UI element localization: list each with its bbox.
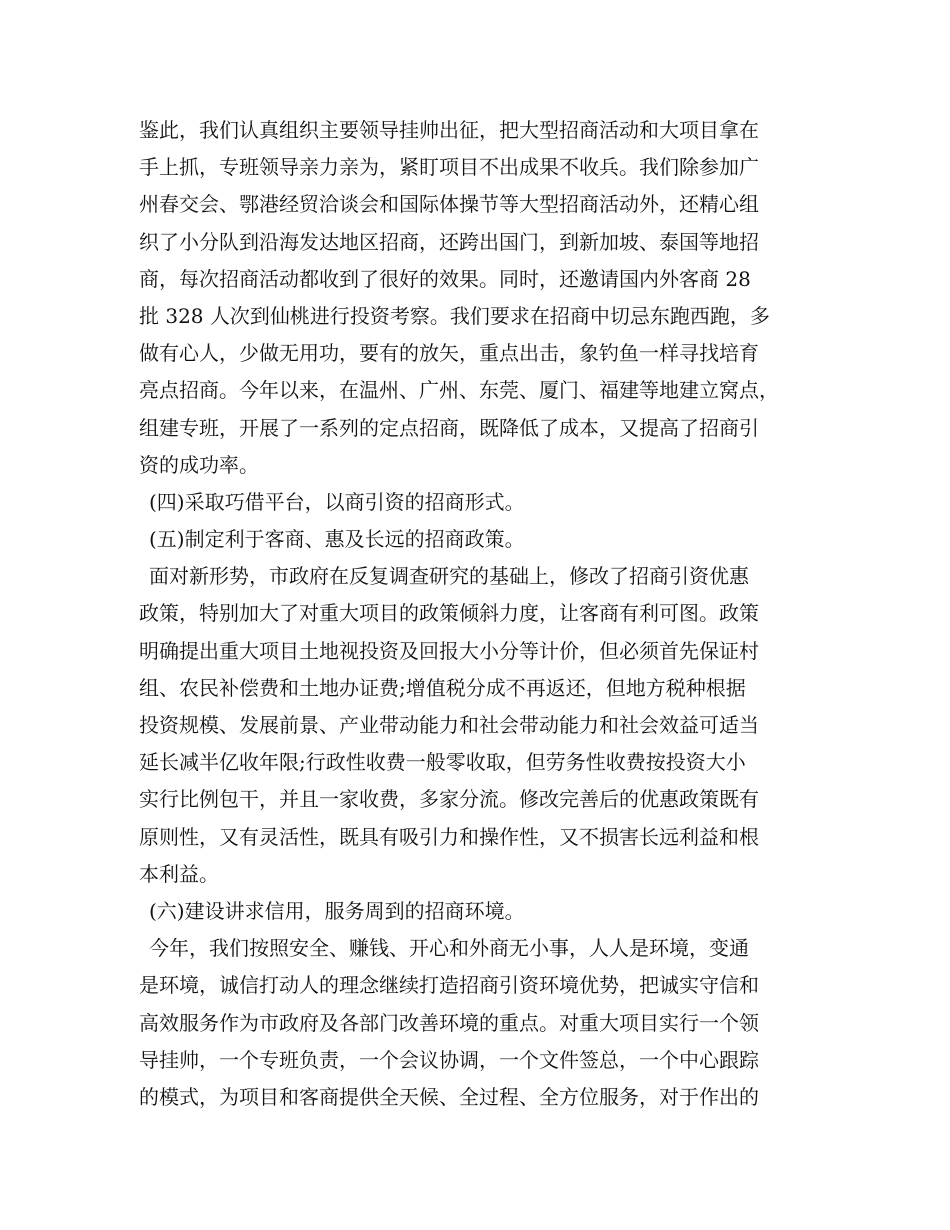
text-line: 明确提出重大项目土地视投资及回报大小分等计价，但必须首先保证村 xyxy=(139,638,759,663)
text-line: 亮点招商。今年以来，在温州、广州、东莞、厦门、福建等地建立窝点， xyxy=(139,378,779,403)
document-body xyxy=(139,112,819,1116)
text-line: 织了小分队到沿海发达地区招商，还跨出国门，到新加坡、泰国等地招 xyxy=(139,229,759,254)
text-line: 资的成功率。 xyxy=(139,452,259,477)
text-line: 延长减半亿收年限;行政性收费一般零收取，但劳务性收费按投资大小 xyxy=(139,750,746,775)
text-line: 本利益。 xyxy=(139,861,219,886)
text-line: (五)制定利于客商、惠及长远的招商政策。 xyxy=(149,527,525,552)
text-line: 实行比例包干，并且一家收费，多家分流。修改完善后的优惠政策既有 xyxy=(139,787,759,812)
text-line: 鉴此，我们认真组织主要领导挂帅出征，把大型招商活动和大项目拿在 xyxy=(139,118,759,142)
text-line: 今年，我们按照安全、赚钱、开心和外商无小事，人人是环境，变通 xyxy=(149,936,749,961)
text-line: (四)采取巧借平台，以商引资的招商形式。 xyxy=(149,489,525,514)
text-line: 的模式，为项目和客商提供全天候、全过程、全方位服务，对于作出的 xyxy=(139,1084,759,1109)
text-line: 导挂帅，一个专班负责，一个会议协调，一个文件签总，一个中心跟踪 xyxy=(139,1047,759,1072)
text-line: 投资规模、发展前景、产业带动能力和社会带动能力和社会效益可适当 xyxy=(139,713,759,737)
text-line: (六)建设讲求信用，服务周到的招商环境。 xyxy=(149,898,525,923)
text-line: 做有心人，少做无用功，要有的放矢，重点出击，象钓鱼一样寻找培育 xyxy=(139,341,759,366)
text-line: 原则性，又有灵活性，既具有吸引力和操作性，又不损害长远利益和根 xyxy=(139,824,759,849)
text-line: 高效服务作为市政府及各部门改善环境的重点。对重大项目实行一个领 xyxy=(139,1010,759,1035)
text-line: 组、农民补偿费和土地办证费;增值税分成不再返还，但地方税种根据 xyxy=(139,675,746,700)
text-line: 政策，特别加大了对重大项目的政策倾斜力度，让客商有利可图。政策 xyxy=(139,601,759,626)
text-line: 组建专班，开展了一系列的定点招商，既降低了成本，又提高了招商引 xyxy=(139,415,759,440)
text-line: 批 328 人次到仙桃进行投资考察。我们要求在招商中切忌东跑西跑，多 xyxy=(139,303,770,328)
text-line: 商，每次招商活动都收到了很好的效果。同时，还邀请国内外客商 28 xyxy=(139,266,751,291)
text-line: 面对新形势，市政府在反复调查研究的基础上，修改了招商引资优惠 xyxy=(149,564,749,589)
text-line: 是环境，诚信打动人的理念继续打造招商引资环境优势，把诚实守信和 xyxy=(139,973,759,998)
text-line: 州春交会、鄂港经贸洽谈会和国际体操节等大型招商活动外，还精心组 xyxy=(139,192,759,217)
text-line: 手上抓，专班领导亲力亲为，紧盯项目不出成果不收兵。我们除参加广 xyxy=(139,155,759,180)
